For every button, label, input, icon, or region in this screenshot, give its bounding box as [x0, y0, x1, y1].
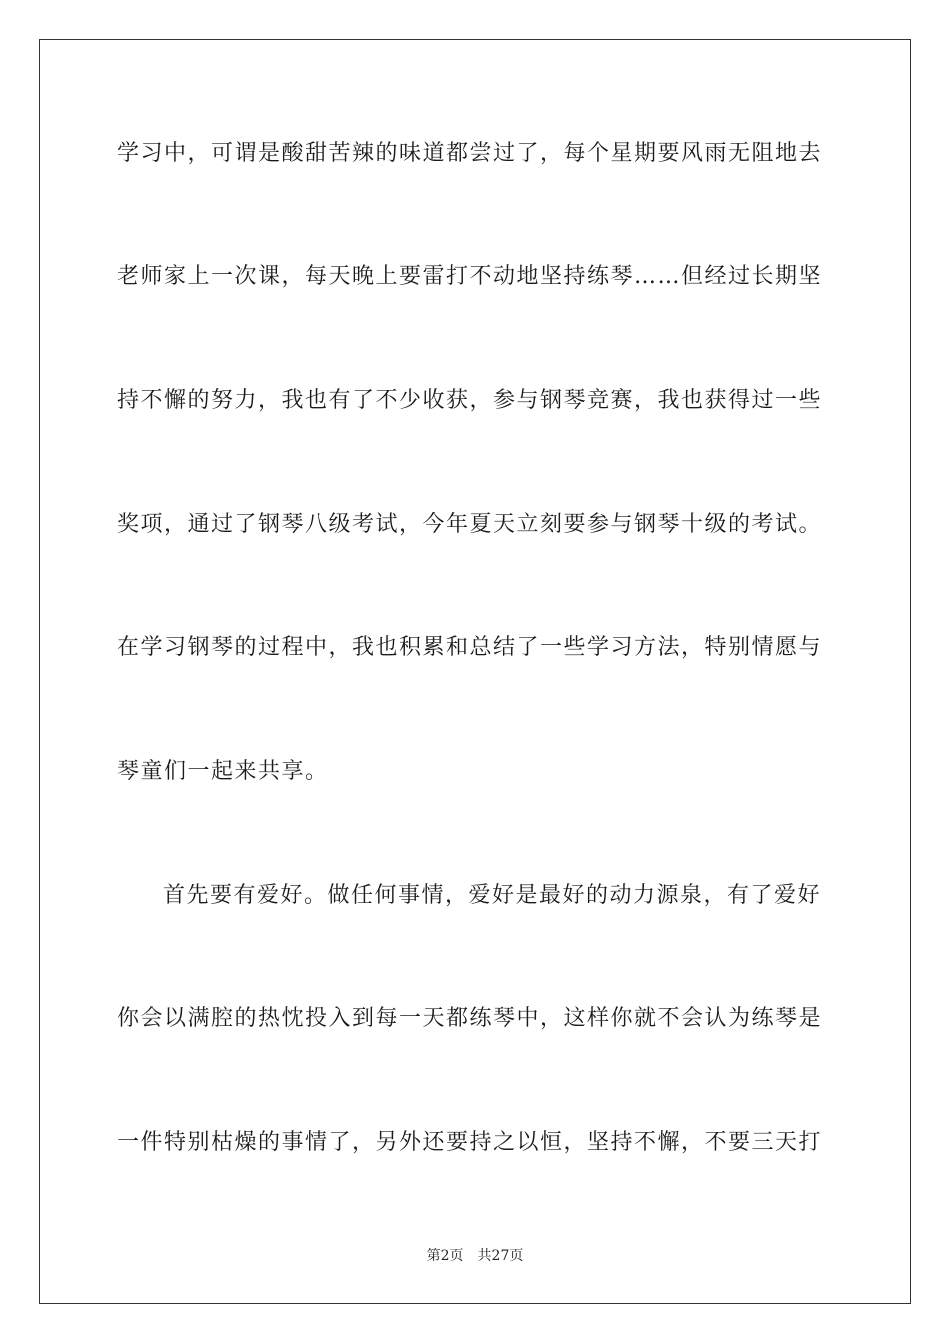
- page-footer: [0, 1246, 950, 1266]
- text-line-paragraph-start: 首先要有爱好。做任何事情，爱好是最好的动力源泉，有了爱好: [163, 883, 822, 908]
- text-line: 琴童们一起来共享。: [117, 759, 329, 784]
- text-line: 奖项，通过了钢琴八级考试，今年夏天立刻要参与钢琴十级的考试。: [117, 512, 823, 537]
- text-line: 一件特别枯燥的事情了，另外还要持之以恒，坚持不懈，不要三天打: [117, 1130, 823, 1155]
- text-line: 学习中，可谓是酸甜苦辣的味道都尝过了，每个星期要风雨无阻地去: [117, 141, 823, 166]
- text-line: 老师家上一次课，每天晚上要雷打不动地坚持练琴……但经过长期坚: [117, 264, 823, 289]
- page-number-current: 第2页: [426, 1248, 464, 1264]
- text-line: 在学习钢琴的过程中，我也积累和总结了一些学习方法，特别情愿与: [117, 635, 823, 660]
- page-frame: [39, 39, 911, 1304]
- text-line: 你会以满腔的热忱投入到每一天都练琴中，这样你就不会认为练琴是: [117, 1006, 823, 1031]
- page-number-total: 共27页: [477, 1248, 524, 1264]
- text-line: 持不懈的努力，我也有了不少收获，参与钢琴竞赛，我也获得过一些: [117, 388, 823, 413]
